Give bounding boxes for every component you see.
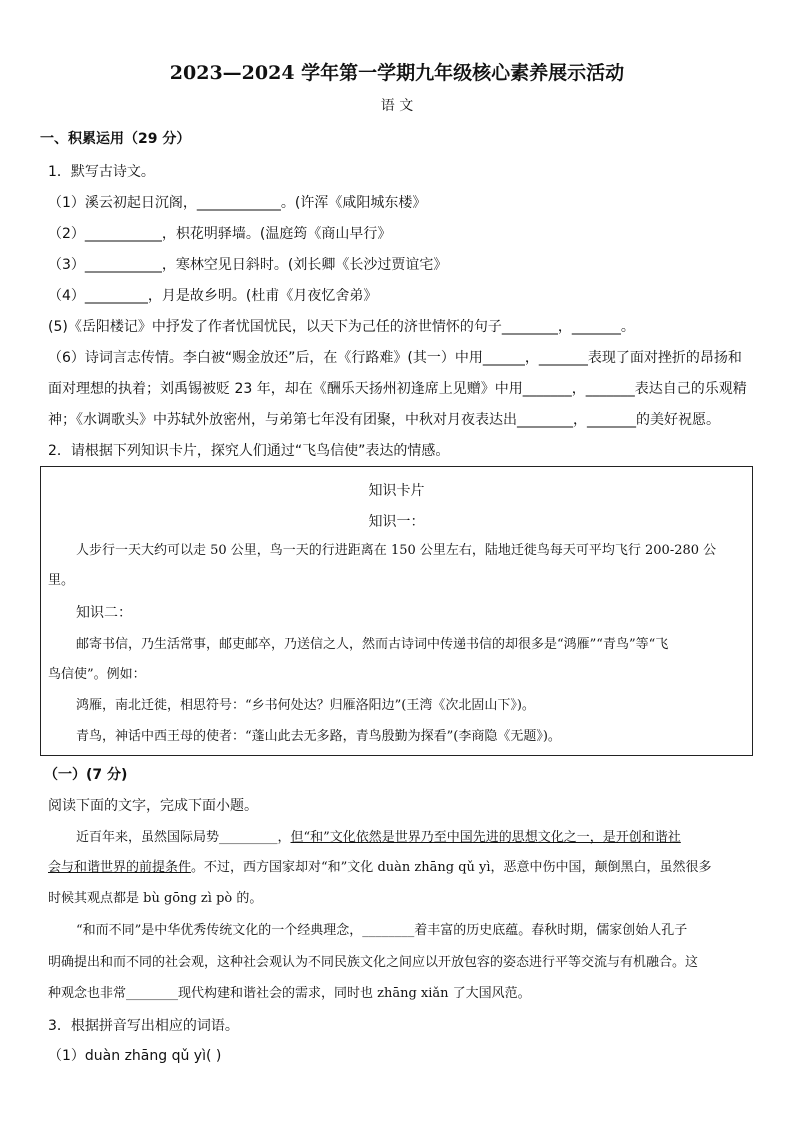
knowledge-2-example-1: 鸿雁，南北迁徙，相思符号：“乡书何处达？归雁洛阳边”(王湾《次北固山下》)。 [76,698,535,713]
q1-item-6-line2: 面对理想的执着；刘禹锡被贬 23 年，却在《酬乐天扬州初逢席上见赠》中用_______，_______表达自己的乐观精 [48,381,747,397]
knowledge-2-title: 知识二： [76,605,132,621]
q3-item-1: （1）duàn zhāng qǔ yì( ) [48,1048,222,1064]
knowledge-1-title: 知识一： [368,514,425,530]
passage-p1-line3: 时候其观点都是 bù gōng zì pò 的。 [48,891,263,906]
knowledge-1-line2: 里。 [48,573,75,588]
part-1-heading: （一）(7 分) [44,767,128,783]
exam-title: 2023—2024 学年第一学期九年级核心素养展示活动 [169,62,625,84]
passage-text: 近百年来，虽然国际局势_________， [76,830,291,845]
question-3-stem: 3．根据拼音写出相应的词语。 [48,1018,239,1034]
passage-p2-line3: 种观念也非常________现代构建和谐社会的需求，同时也 zhāng xiǎn 了大国风范。 [48,986,531,1001]
passage-p2-line2: 明确提出和而不同的社会观，这种社会观认为不同民族文化之间应以开放包容的姿态进行平等交流与有机融合。这 [48,955,699,970]
knowledge-2-line2: 鸟信使”。例如： [48,667,146,682]
subject-label: 语 文 [380,98,414,114]
q1-item-1: （1）溪云初起日沉阁，____________。(许浑《咸阳城东楼》 [48,195,427,211]
reading-instruction: 阅读下面的文字，完成下面小题。 [48,798,258,814]
passage-p1-line2 [48,859,712,877]
question-2-stem: 2．请根据下列知识卡片，探究人们通过“飞鸟信使”表达的情感。 [48,443,450,459]
knowledge-2-line1: 邮寄书信，乃生活常事，邮吏邮卒，乃送信之人，然而古诗词中传递书信的却很多是“鸿雁”“青鸟”等“飞 [76,637,669,652]
q1-item-4: （4）_________，月是故乡明。(杜甫《月夜忆舍弟》 [48,288,378,304]
passage-text: 。不过，西方国家却对“和”文化 duàn zhāng qǔ yì，恶意中伤中国，颠倒黑白，虽然很多 [191,860,712,875]
underlined-sentence: 会与和谐世界的前提条件 [48,860,192,875]
passage-p2-line1: “和而不同”是中华优秀传统文化的一个经典理念，________着丰富的历史底蕴。春秋时期，儒家创始人孔子 [76,923,688,938]
q1-item-6-line3: 神；《水调歌头》中苏轼外放密州，与弟第七年没有团聚，中秋对月夜表达出________，_______的美好祝愿。 [48,412,720,428]
q1-item-5: (5)《岳阳楼记》中抒发了作者忧国忧民，以天下为己任的济世情怀的句子________，_______。 [48,319,635,335]
knowledge-2-example-2: 青鸟，神话中西王母的使者：“蓬山此去无多路，青鸟殷勤为探看”(李商隐《无题》)。 [76,729,561,744]
q1-item-6-line1: （6）诗词言志传情。李白被“赐金放还”后，在《行路难》(其一）中用______，_______表现了面对挫折的昂扬和 [48,350,742,366]
card-title: 知识卡片 [368,483,425,499]
passage-p1-line1 [76,829,681,847]
underlined-sentence: 但“和”文化依然是世界乃至中国先进的思想文化之一，是开创和谐社 [290,830,681,845]
knowledge-1-line1: 人步行一天大约可以走 50 公里，鸟一天的行进距离在 150 公里左右，陆地迁徙鸟每天可平均飞行 200-280 公 [76,543,717,558]
question-1-stem: 1．默写古诗文。 [48,164,155,180]
q1-item-3: （3）___________，寒林空见日斜时。(刘长卿《长沙过贾谊宅》 [48,257,448,273]
q1-item-2: （2）___________，枳花明驿墙。(温庭筠《商山早行》 [48,226,392,242]
section-heading: 一、积累运用（29 分） [40,131,191,147]
